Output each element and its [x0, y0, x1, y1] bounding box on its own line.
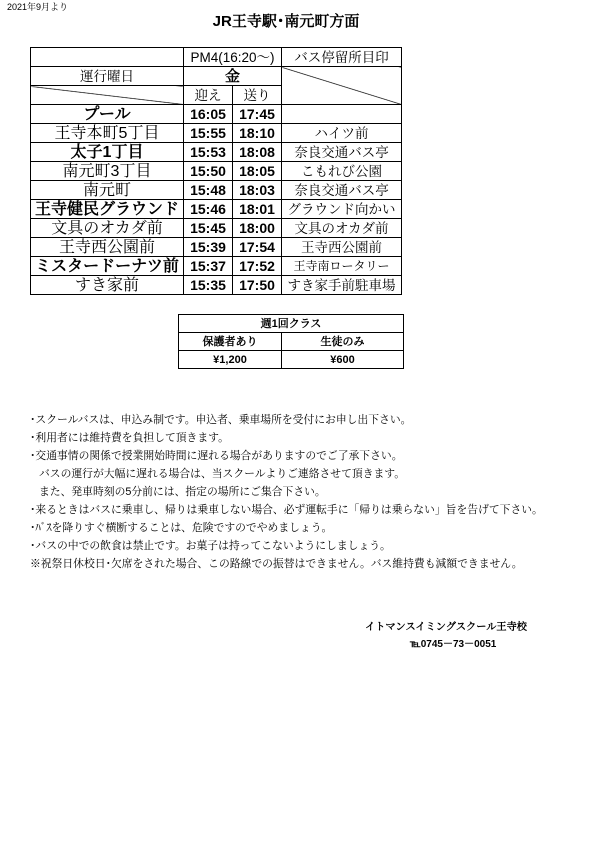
pickup-time: 15:45 — [184, 219, 233, 238]
stop-name: 王寺西公園前 — [31, 238, 184, 257]
note-line: また、発車時刻の5分前には、指定の場所にご集合下さい。 — [39, 486, 326, 498]
schedule-row — [31, 162, 402, 181]
fee-class-title: 週1回クラス — [179, 315, 404, 333]
stop-name: 王寺健民グラウンド — [31, 200, 184, 219]
landmark: 奈良交通バス亭 — [282, 181, 402, 200]
header-row-weekday — [31, 67, 402, 86]
diagonal-cell — [282, 67, 402, 105]
stop-name: 王寺本町5丁目 — [31, 124, 184, 143]
school-name: イトマンスイミングスクール王寺校 — [365, 622, 527, 633]
dropoff-time: 17:50 — [233, 276, 282, 295]
pickup-time: 15:53 — [184, 143, 233, 162]
schedule-row — [31, 219, 402, 238]
phone-number: ℡0745－73－0051 — [410, 639, 497, 650]
pickup-time: 15:37 — [184, 257, 233, 276]
stop-name: 南元町 — [31, 181, 184, 200]
schedule-row — [31, 105, 402, 124]
pickup-time: 15:46 — [184, 200, 233, 219]
notes-section — [30, 411, 590, 573]
note-line: バスの運行が大幅に遅れる場合は、当スクールよりご連絡させて頂きます。 — [39, 468, 406, 480]
landmark: すき家手前駐車場 — [282, 276, 402, 295]
dropoff-time: 18:01 — [233, 200, 282, 219]
diagonal-cell — [31, 86, 184, 105]
weekday-label: 運行曜日 — [31, 67, 184, 86]
price-student-only: ¥600 — [282, 351, 404, 369]
dropoff-time: 18:10 — [233, 124, 282, 143]
fee-header-row — [179, 333, 404, 351]
landmark: グラウンド向かい — [282, 200, 402, 219]
note-line: ･バスの中での飲食は禁止です。お菓子は持ってこないようにしましょう。 — [30, 540, 391, 552]
schedule-row — [31, 181, 402, 200]
stop-name: 太子1丁目 — [31, 143, 184, 162]
dropoff-time: 18:00 — [233, 219, 282, 238]
dropoff-time: 18:08 — [233, 143, 282, 162]
landmark: 王寺南ロータリー — [282, 257, 402, 276]
fee-column-with-guardian: 保護者あり — [179, 333, 282, 351]
fee-table — [178, 314, 404, 369]
note-line: ･交通事情の関係で授業開始時間に遅れる場合がありますのでご了承下さい。 — [30, 450, 403, 462]
effective-date: 2021年9月より — [7, 2, 69, 12]
schedule-row — [31, 124, 402, 143]
pickup-header: 迎え — [184, 86, 233, 105]
dropoff-time: 17:45 — [233, 105, 282, 124]
schedule-row — [31, 257, 402, 276]
landmark — [282, 105, 402, 124]
schedule-row — [31, 200, 402, 219]
landmark: 奈良交通バス亭 — [282, 143, 402, 162]
note-line: ･利用者には維持費を負担して頂きます。 — [30, 432, 229, 444]
schedule-row — [31, 143, 402, 162]
stop-name: ミスタードーナツ前 — [31, 257, 184, 276]
pickup-time: 15:50 — [184, 162, 233, 181]
note-line: ･来るときはバスに乗車し、帰りは乗車しない場合、必ず運転手に「帰りは乗らない」旨を告げて下さい。 — [30, 504, 543, 516]
stop-name: 文具のオカダ前 — [31, 219, 184, 238]
dropoff-time: 18:03 — [233, 181, 282, 200]
note-line: ･スクールバスは、申込み制です。申込者、乗車場所を受付にお申し出下さい。 — [30, 414, 412, 426]
dropoff-header: 送り — [233, 86, 282, 105]
pickup-time: 15:35 — [184, 276, 233, 295]
stop-name: すき家前 — [31, 276, 184, 295]
pickup-time: 15:55 — [184, 124, 233, 143]
pickup-time: 16:05 — [184, 105, 233, 124]
blank-cell — [31, 48, 184, 67]
pickup-time: 15:48 — [184, 181, 233, 200]
header-row-time-band — [31, 48, 402, 67]
landmark: こもれび公園 — [282, 162, 402, 181]
note-line: ※祝祭日休校日･欠席をされた場合、この路線での振替はできません。バス維持費も減額できません。 — [30, 558, 523, 570]
time-band-header: PM4(16:20～) — [184, 48, 282, 67]
schedule-row — [31, 276, 402, 295]
fee-price-row — [179, 351, 404, 369]
fee-title-row — [179, 315, 404, 333]
dropoff-time: 18:05 — [233, 162, 282, 181]
schedule-row — [31, 238, 402, 257]
landmark-header: バス停留所目印 — [282, 48, 402, 67]
dropoff-time: 17:54 — [233, 238, 282, 257]
pickup-time: 15:39 — [184, 238, 233, 257]
landmark: ハイツ前 — [282, 124, 402, 143]
stop-name: プール — [31, 105, 184, 124]
price-with-guardian: ¥1,200 — [179, 351, 282, 369]
stop-name: 南元町3丁目 — [31, 162, 184, 181]
weekday-value: 金 — [184, 67, 282, 86]
page-title: JR王寺駅･南元町方面 — [212, 13, 360, 30]
note-line: ･ﾊﾞｽを降りすぐ横断することは、危険ですのでやめましょう。 — [30, 522, 333, 534]
landmark: 文具のオカダ前 — [282, 219, 402, 238]
fee-column-student-only: 生徒のみ — [282, 333, 404, 351]
bus-schedule-table — [30, 47, 402, 295]
landmark: 王寺西公園前 — [282, 238, 402, 257]
dropoff-time: 17:52 — [233, 257, 282, 276]
